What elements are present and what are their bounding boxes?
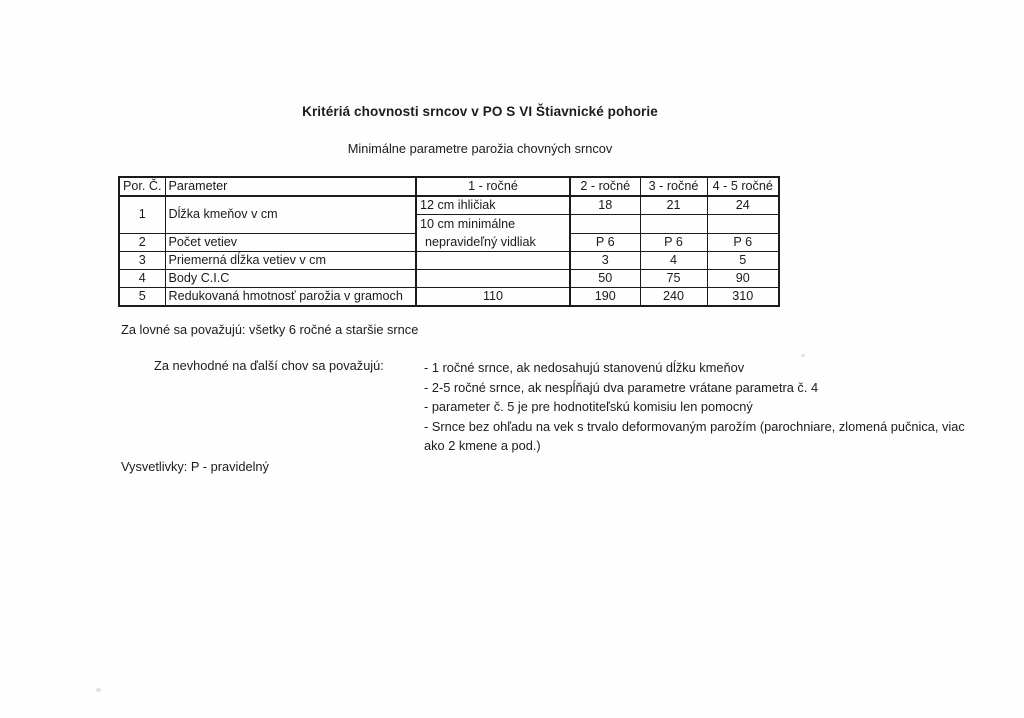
col-header-parameter: Parameter: [165, 177, 416, 196]
note-nevhodne-label: Za nevhodné na ďalší chov sa považujú:: [154, 358, 384, 373]
cell-r3-parameter: Priemerná dĺžka vetiev v cm: [165, 252, 416, 270]
list-item: - parameter č. 5 je pre hodnotiteľskú komisiu len pomocný: [424, 399, 753, 415]
table-row-1: [119, 196, 779, 215]
cell-r1b-3rocne-empty: [640, 215, 707, 234]
cell-r4-45rocne: 90: [707, 270, 779, 288]
cell-r2-parameter: Počet vetiev: [165, 233, 416, 252]
cell-r1-3rocne: 21: [640, 196, 707, 215]
cell-r3-45rocne: 5: [707, 252, 779, 270]
cell-r1-num: 1: [119, 196, 165, 233]
list-item: - Srnce bez ohľadu na vek s trvalo deformovaným parožím (parochniare, zlomená pučnica, viac: [424, 418, 965, 434]
col-header-3-rocne: 3 - ročné: [640, 177, 707, 196]
col-header-1-rocne: 1 - ročné: [416, 177, 570, 196]
cell-r2-num: 2: [119, 233, 165, 252]
col-header-por-c: Por. Č.: [119, 177, 165, 196]
scan-speck: [96, 688, 101, 692]
cell-r3-num: 3: [119, 252, 165, 270]
scan-speck: [801, 354, 805, 357]
cell-r4-3rocne: 75: [640, 270, 707, 288]
cell-r5-1rocne: 110: [416, 288, 570, 307]
document-subtitle: Minimálne parametre parožia chovných srncov: [347, 141, 613, 156]
col-header-4-5-rocne: 4 - 5 ročné: [707, 177, 779, 196]
cell-r4-2rocne: 50: [570, 270, 640, 288]
cell-r1-1rocne: 12 cm ihličiak: [416, 196, 570, 215]
cell-r1-45rocne: 24: [707, 196, 779, 215]
table-row-5: [119, 288, 779, 307]
cell-r4-num: 4: [119, 270, 165, 288]
cell-r1b-1rocne-merged: [416, 215, 570, 252]
legend-text: Vysvetlivky: P - pravidelný: [121, 459, 269, 474]
cell-r1-2rocne: 18: [570, 196, 640, 215]
cell-r1b-2rocne-empty: [570, 215, 640, 234]
note-lovne: Za lovné sa považujú: všetky 6 ročné a staršie srnce: [121, 322, 419, 337]
note-nevhodne-list: [424, 358, 1020, 456]
cell-r1-parameter: Dĺžka kmeňov v cm: [165, 196, 416, 233]
cell-line-2: nepravideľný vidliak: [425, 235, 536, 249]
cell-r1b-45rocne-empty: [707, 215, 779, 234]
list-item: - 1 ročné srnce, ak nedosahujú stanovenú dĺžku kmeňov: [424, 360, 745, 375]
col-header-2-rocne: 2 - ročné: [570, 177, 640, 196]
cell-r5-parameter: Redukovaná hmotnosť parožia v gramoch: [165, 288, 416, 307]
cell-r5-2rocne: 190: [570, 288, 640, 307]
criteria-table: [118, 176, 780, 307]
cell-r2-45rocne: P 6: [707, 233, 779, 252]
table-row-3: [119, 252, 779, 270]
cell-r3-1rocne: [416, 252, 570, 270]
table-header-row: [119, 177, 779, 196]
cell-r3-3rocne: 4: [640, 252, 707, 270]
cell-r2-3rocne: P 6: [640, 233, 707, 252]
cell-r4-parameter: Body C.I.C: [165, 270, 416, 288]
cell-r5-num: 5: [119, 288, 165, 307]
table-row-4: [119, 270, 779, 288]
cell-r2-2rocne: P 6: [570, 233, 640, 252]
cell-r4-1rocne: [416, 270, 570, 288]
list-item: - 2-5 ročné srnce, ak nespĺňajú dva parametre vrátane parametra č. 4: [424, 379, 819, 395]
cell-r5-45rocne: 310: [707, 288, 779, 307]
document-title: Kritériá chovnosti srncov v PO S VI Štiavnické pohorie: [302, 104, 658, 119]
cell-r5-3rocne: 240: [640, 288, 707, 307]
cell-line-1: 10 cm minimálne: [420, 217, 516, 231]
list-item-continuation: ako 2 kmene a pod.): [424, 438, 541, 454]
cell-r3-2rocne: 3: [570, 252, 640, 270]
